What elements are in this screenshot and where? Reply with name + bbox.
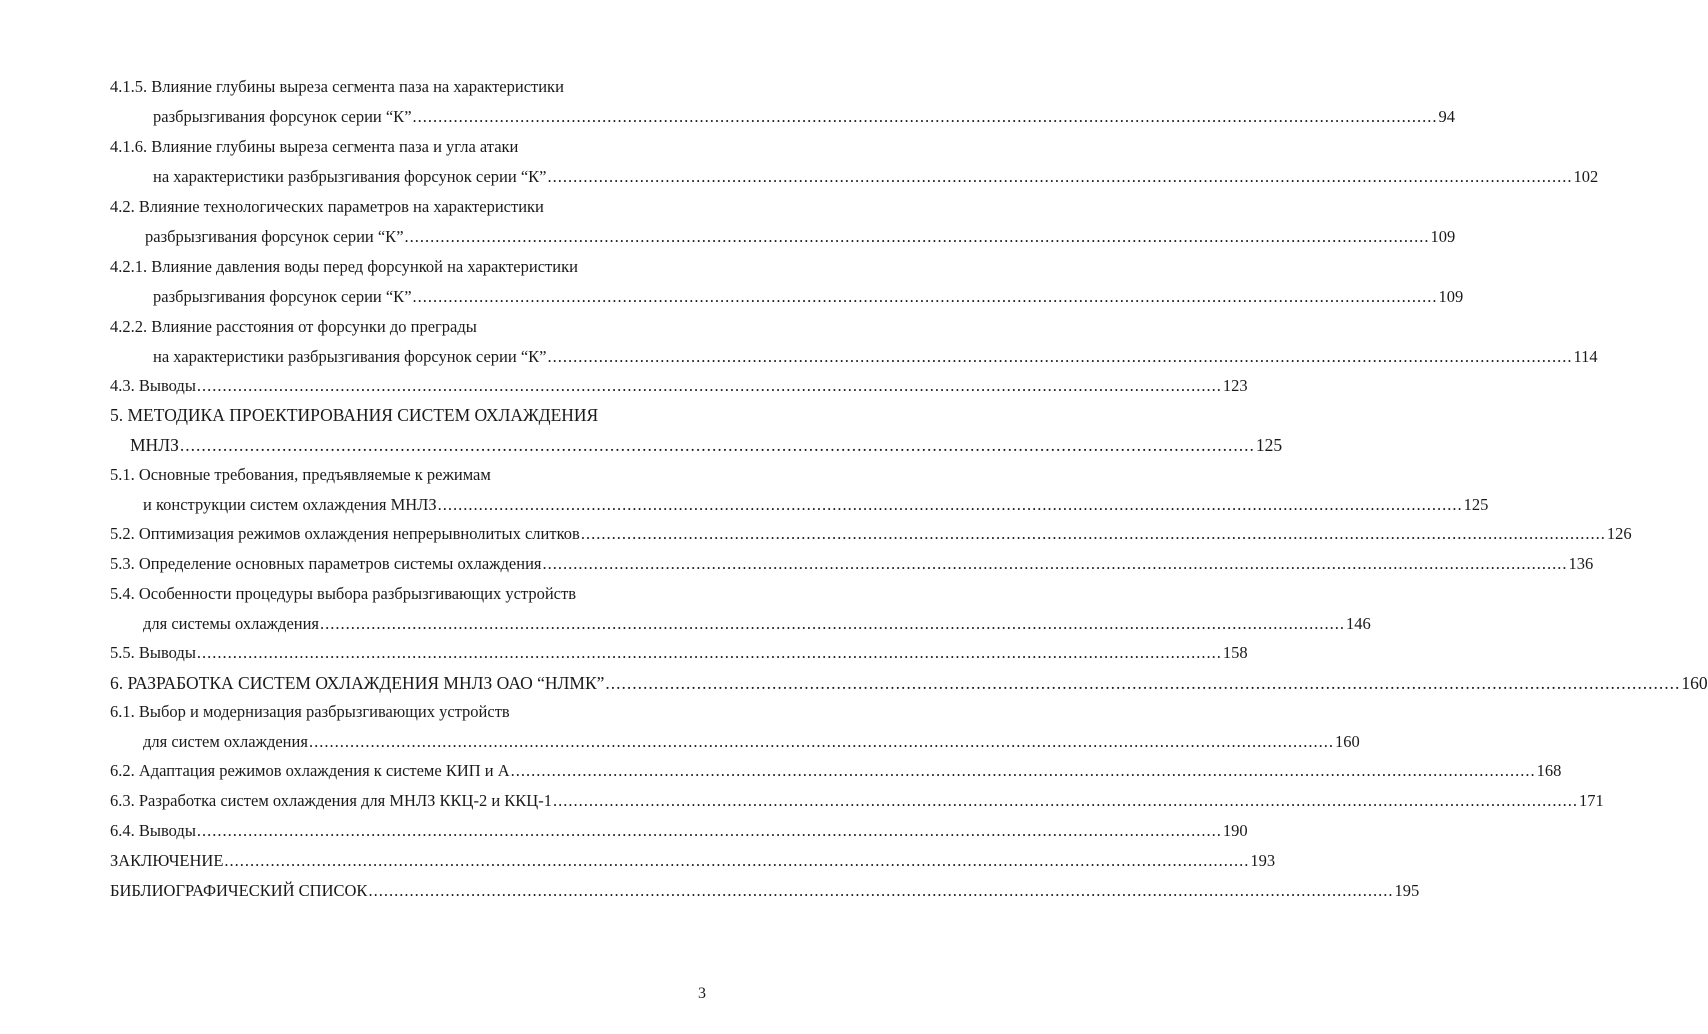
toc-entry-title: 5.4. Особенности процедуры выбора разбрызгивающих устройств xyxy=(110,584,576,603)
toc-entry-page: 94 xyxy=(1438,107,1456,126)
toc-entry xyxy=(110,76,564,98)
toc-entry-title: 5. МЕТОДИКА ПРОЕКТИРОВАНИЯ СИСТЕМ ОХЛАЖДЕНИЯ xyxy=(110,405,599,425)
toc-entry xyxy=(110,880,1420,902)
toc-entry-title: 4.1.6. Влияние глубины выреза сегмента паза и угла атаки xyxy=(110,137,519,156)
toc-chapter xyxy=(110,404,598,426)
toc-entry-title: 4.1.5. Влияние глубины выреза сегмента паза на характеристики xyxy=(110,77,564,96)
toc-entry xyxy=(143,613,1371,635)
toc-entry-title: ЗАКЛЮЧЕНИЕ xyxy=(110,851,224,870)
toc-entry-title: 6.3. Разработка систем охлаждения для МНЛЗ ККЦ-2 и ККЦ-1 xyxy=(110,791,552,810)
dot-leader: ........................................................................................................................................................................................................ xyxy=(412,287,1438,306)
toc-entry xyxy=(110,701,510,723)
toc-entry-page: 126 xyxy=(1606,524,1632,543)
toc-entry-page: 193 xyxy=(1250,851,1276,870)
toc-entry-title: 6.2. Адаптация режимов охлаждения к системе КИП и А xyxy=(110,761,510,780)
dot-leader: ........................................................................................................................................................................................................ xyxy=(320,614,1346,633)
dot-leader: ........................................................................................................................................................................................................ xyxy=(547,347,1573,366)
toc-entry xyxy=(110,850,1276,872)
toc-entry-page: 109 xyxy=(1430,227,1456,246)
toc-entry-title: разбрызгивания форсунок серии “К” xyxy=(145,227,404,246)
toc-entry-page: 195 xyxy=(1394,881,1420,900)
toc-entry xyxy=(153,286,1464,308)
toc-entry-page: 123 xyxy=(1222,376,1248,395)
toc-entry xyxy=(110,553,1594,575)
page-number: 3 xyxy=(698,985,706,1002)
toc-entry xyxy=(110,316,477,338)
toc-chapter xyxy=(110,672,1708,694)
dot-leader: ........................................................................................................................................................................................................ xyxy=(412,107,1438,126)
dot-leader: ........................................................................................................................................................................................................ xyxy=(308,732,1334,751)
dot-leader: ........................................................................................................................................................................................................ xyxy=(552,791,1578,810)
dot-leader: ........................................................................................................................................................................................................ xyxy=(547,167,1573,186)
toc-entry-page: 171 xyxy=(1578,791,1604,810)
toc-entry-title: БИБЛИОГРАФИЧЕСКИЙ СПИСОК xyxy=(110,881,368,900)
toc-entry xyxy=(153,106,1456,128)
toc-entry-page: 168 xyxy=(1536,761,1562,780)
toc-entry-page: 160 xyxy=(1681,673,1708,693)
toc-entry-title: 4.2.1. Влияние давления воды перед форсункой на характеристики xyxy=(110,257,578,276)
toc-entry xyxy=(110,375,1248,397)
dot-leader: ........................................................................................................................................................................................................ xyxy=(580,524,1606,543)
toc-entry-page: 109 xyxy=(1438,287,1464,306)
toc-entry xyxy=(143,731,1360,753)
dot-leader: ........................................................................................................................................................................................................ xyxy=(605,673,1681,693)
toc-entry-page: 125 xyxy=(1463,495,1489,514)
toc-entry-title: для системы охлаждения xyxy=(143,614,320,633)
toc-entry xyxy=(110,523,1632,545)
toc-entry-page: 114 xyxy=(1573,347,1598,366)
toc-entry-page: 190 xyxy=(1222,821,1248,840)
dot-leader: ........................................................................................................................................................................................................ xyxy=(196,643,1222,662)
toc-entry xyxy=(110,256,578,278)
toc-entry-page: 102 xyxy=(1573,167,1599,186)
toc-entry-title: 4.2. Влияние технологических параметров на характеристики xyxy=(110,197,544,216)
toc-entry xyxy=(110,196,544,218)
toc-entry xyxy=(143,494,1489,516)
toc-entry xyxy=(145,226,1456,248)
toc-entry xyxy=(153,346,1598,368)
dot-leader: ........................................................................................................................................................................................................ xyxy=(179,435,1255,455)
dot-leader: ........................................................................................................................................................................................................ xyxy=(437,495,1463,514)
toc-entry-title: разбрызгивания форсунок серии “К” xyxy=(153,287,412,306)
toc-entry-title: для систем охлаждения xyxy=(143,732,308,751)
toc-entry-page: 160 xyxy=(1334,732,1360,751)
dot-leader: ........................................................................................................................................................................................................ xyxy=(510,761,1536,780)
toc-entry-title: 4.3. Выводы xyxy=(110,376,196,395)
toc-entry-title: разбрызгивания форсунок серии “К” xyxy=(153,107,412,126)
toc-entry xyxy=(110,642,1248,664)
toc-entry-title: МНЛЗ xyxy=(130,435,179,455)
toc-entry-title: на характеристики разбрызгивания форсунок серии “К” xyxy=(153,167,547,186)
dot-leader: ........................................................................................................................................................................................................ xyxy=(542,554,1568,573)
dot-leader: ........................................................................................................................................................................................................ xyxy=(404,227,1430,246)
toc-entry xyxy=(110,464,491,486)
toc-entry-page: 146 xyxy=(1346,614,1371,633)
toc-entry-title: 6. РАЗРАБОТКА СИСТЕМ ОХЛАЖДЕНИЯ МНЛЗ ОАО “НЛМК” xyxy=(110,673,605,693)
toc-entry xyxy=(110,820,1248,842)
toc-entry-title: 5.2. Оптимизация режимов охлаждения непрерывнолитых слитков xyxy=(110,524,580,543)
toc-entry xyxy=(110,760,1562,782)
toc-entry-title: 6.4. Выводы xyxy=(110,821,196,840)
toc-entry-page: 125 xyxy=(1255,435,1283,455)
toc-entry xyxy=(110,790,1604,812)
toc-entry-page: 136 xyxy=(1568,554,1594,573)
dot-leader: ........................................................................................................................................................................................................ xyxy=(224,851,1250,870)
toc-entry-title: и конструкции систем охлаждения МНЛЗ xyxy=(143,495,437,514)
toc-entry xyxy=(110,583,576,605)
toc-entry-title: 5.1. Основные требования, предъявляемые к режимам xyxy=(110,465,491,484)
toc-entry-title: 5.5. Выводы xyxy=(110,643,196,662)
toc-entry xyxy=(153,166,1599,188)
toc-entry-page: 158 xyxy=(1222,643,1248,662)
toc-chapter xyxy=(130,434,1283,456)
toc-entry xyxy=(110,136,518,158)
toc-entry-title: на характеристики разбрызгивания форсунок серии “К” xyxy=(153,347,547,366)
dot-leader: ........................................................................................................................................................................................................ xyxy=(196,376,1222,395)
dot-leader: ........................................................................................................................................................................................................ xyxy=(368,881,1394,900)
toc-entry-title: 6.1. Выбор и модернизация разбрызгивающих устройств xyxy=(110,702,510,721)
dot-leader: ........................................................................................................................................................................................................ xyxy=(196,821,1222,840)
toc-entry-title: 5.3. Определение основных параметров системы охлаждения xyxy=(110,554,542,573)
toc-entry-title: 4.2.2. Влияние расстояния от форсунки до преграды xyxy=(110,317,477,336)
